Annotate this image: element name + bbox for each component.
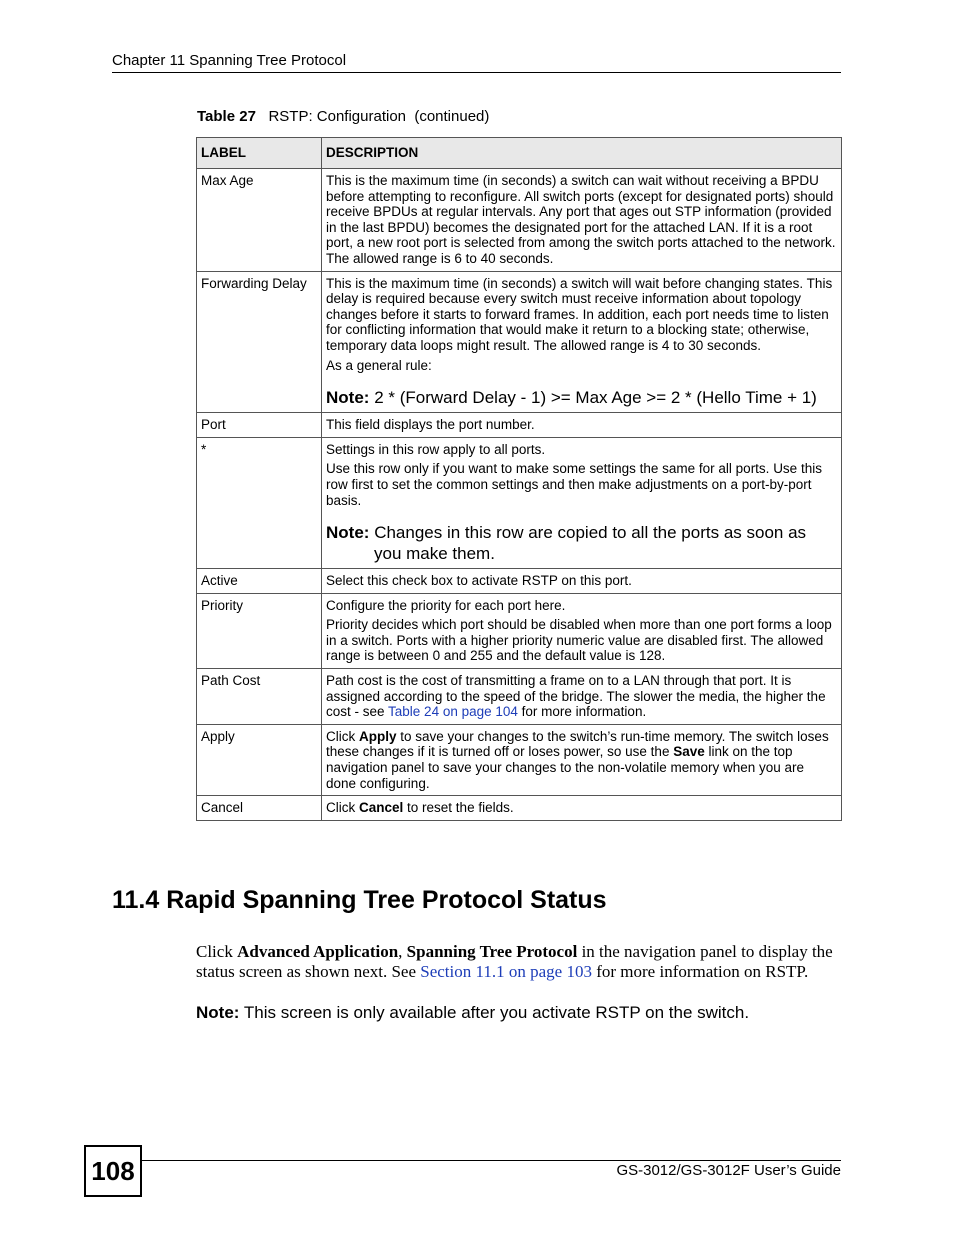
description-text: link on the top navigation panel to save your changes to the non-volatile memory when you are done configuring. <box>326 744 805 791</box>
note <box>326 522 837 564</box>
apply-term: Apply <box>359 728 397 744</box>
table-row <box>197 669 842 725</box>
table-24-link[interactable]: Table 24 on page 104 <box>388 704 518 720</box>
row-label: Cancel <box>197 796 322 821</box>
row-description: This field displays the port number. <box>322 413 842 438</box>
note-label: Note: <box>326 523 370 543</box>
description-text: to save your changes to the switch’s run-time memory. The switch loses these changes if it is turned off or loses power, so use the <box>326 728 829 760</box>
row-description <box>322 271 842 413</box>
section-paragraph <box>196 942 846 982</box>
row-label: Path Cost <box>197 669 322 725</box>
row-label: Port <box>197 413 322 438</box>
paragraph-text: for more information on RSTP. <box>591 962 809 981</box>
description-text: Configure the priority for each port here. <box>326 597 566 613</box>
row-description <box>322 724 842 795</box>
row-label: Active <box>197 569 322 594</box>
header-rule <box>112 72 841 73</box>
description-text: Click <box>326 728 359 744</box>
rstp-config-table <box>196 137 842 821</box>
table-row <box>197 413 842 438</box>
table-row <box>197 271 842 413</box>
advanced-application-term: Advanced Application <box>237 942 399 961</box>
description-text: As a general rule: <box>326 357 432 373</box>
note-text: This screen is only available after you activate RSTP on the switch. <box>243 1003 750 1022</box>
description-text: Path cost is the cost of transmitting a frame on to a LAN through that port. It is assigned according to the speed of the bridge. The slower the media, the higher the cost - see <box>326 673 826 720</box>
paragraph-text: in the navigation panel to display the status screen as shown next. See <box>196 942 833 981</box>
description-text: Click <box>326 800 359 816</box>
table-row <box>197 593 842 668</box>
section-11-1-link[interactable]: Section 11.1 on page 103 <box>420 962 592 981</box>
cancel-term: Cancel <box>359 800 404 816</box>
section-heading: 11.4 Rapid Spanning Tree Protocol Status <box>112 886 607 914</box>
row-description: This is the maximum time (in seconds) a switch can wait without receiving a BPDU before attempting to reconfigure. All switch ports (except for designated ports) should receive BPDUs at regular intervals. Any port that ages out STP information (provided in the last BPDU) becomes the designated port for the attached LAN. If it is a root port, a new root port is selected from among the switch ports attached to the network. The allowed range is 6 to 40 seconds. <box>322 169 842 272</box>
paragraph-text: Click <box>196 942 238 961</box>
section-note <box>196 1003 749 1023</box>
running-header: Chapter 11 Spanning Tree Protocol <box>112 52 347 69</box>
description-text: to reset the fields. <box>403 800 514 816</box>
row-description <box>322 437 842 568</box>
row-description <box>322 669 842 725</box>
label-column-header: LABEL <box>197 138 322 169</box>
table-caption <box>197 108 489 125</box>
description-text: Settings in this row apply to all ports. <box>326 441 546 457</box>
description-text: This is the maximum time (in seconds) a switch will wait before changing states. This delay is required because every switch must receive information about topology changes before it starts to forward frames. In addition, each port needs time to listen for conflicting information that would make it return to a blocking state; otherwise, temporary data loops might result. The allowed range is 4 to 30 seconds. <box>326 275 833 353</box>
row-label: Max Age <box>197 169 322 272</box>
table-row <box>197 796 842 821</box>
note <box>326 387 837 408</box>
table-caption-label: Table 27 <box>197 108 256 125</box>
row-label: Forwarding Delay <box>197 271 322 413</box>
table-row <box>197 724 842 795</box>
table-row <box>197 569 842 594</box>
guide-title: GS-3012/GS-3012F User’s Guide <box>616 1162 841 1179</box>
row-description <box>322 796 842 821</box>
row-label: Priority <box>197 593 322 668</box>
description-text: for more information. <box>517 704 647 720</box>
note-label: Note: <box>326 388 370 408</box>
row-description <box>322 593 842 668</box>
description-column-header: DESCRIPTION <box>322 138 842 169</box>
paragraph-text: , <box>398 942 407 961</box>
note-text: 2 * (Forward Delay - 1) >= Max Age >= 2 * (Hello Time + 1) <box>374 388 817 408</box>
footer-rule <box>140 1160 841 1161</box>
table-header-row <box>197 138 842 169</box>
save-term: Save <box>673 744 705 760</box>
page-number: 108 <box>84 1145 142 1197</box>
table-caption-title: RSTP: Configuration (continued) <box>268 108 490 125</box>
row-label: * <box>197 437 322 568</box>
description-text: Priority decides which port should be disabled when more than one port forms a loop in a switch. Ports with a higher priority numeric value are disabled first. The allowed range is between 0 and 255 and the default value is 128. <box>326 617 832 664</box>
table-row <box>197 169 842 272</box>
table-row <box>197 437 842 568</box>
spanning-tree-protocol-term: Spanning Tree Protocol <box>406 942 578 961</box>
note-text: Changes in this row are copied to all the ports as soon as you make them. <box>374 523 807 564</box>
row-label: Apply <box>197 724 322 795</box>
description-text: Use this row only if you want to make some settings the same for all ports. Use this row first to set the common settings and then make adjustments on a port-by-port basis. <box>326 461 822 508</box>
note-label: Note: <box>196 1003 240 1022</box>
row-description: Select this check box to activate RSTP on this port. <box>322 569 842 594</box>
